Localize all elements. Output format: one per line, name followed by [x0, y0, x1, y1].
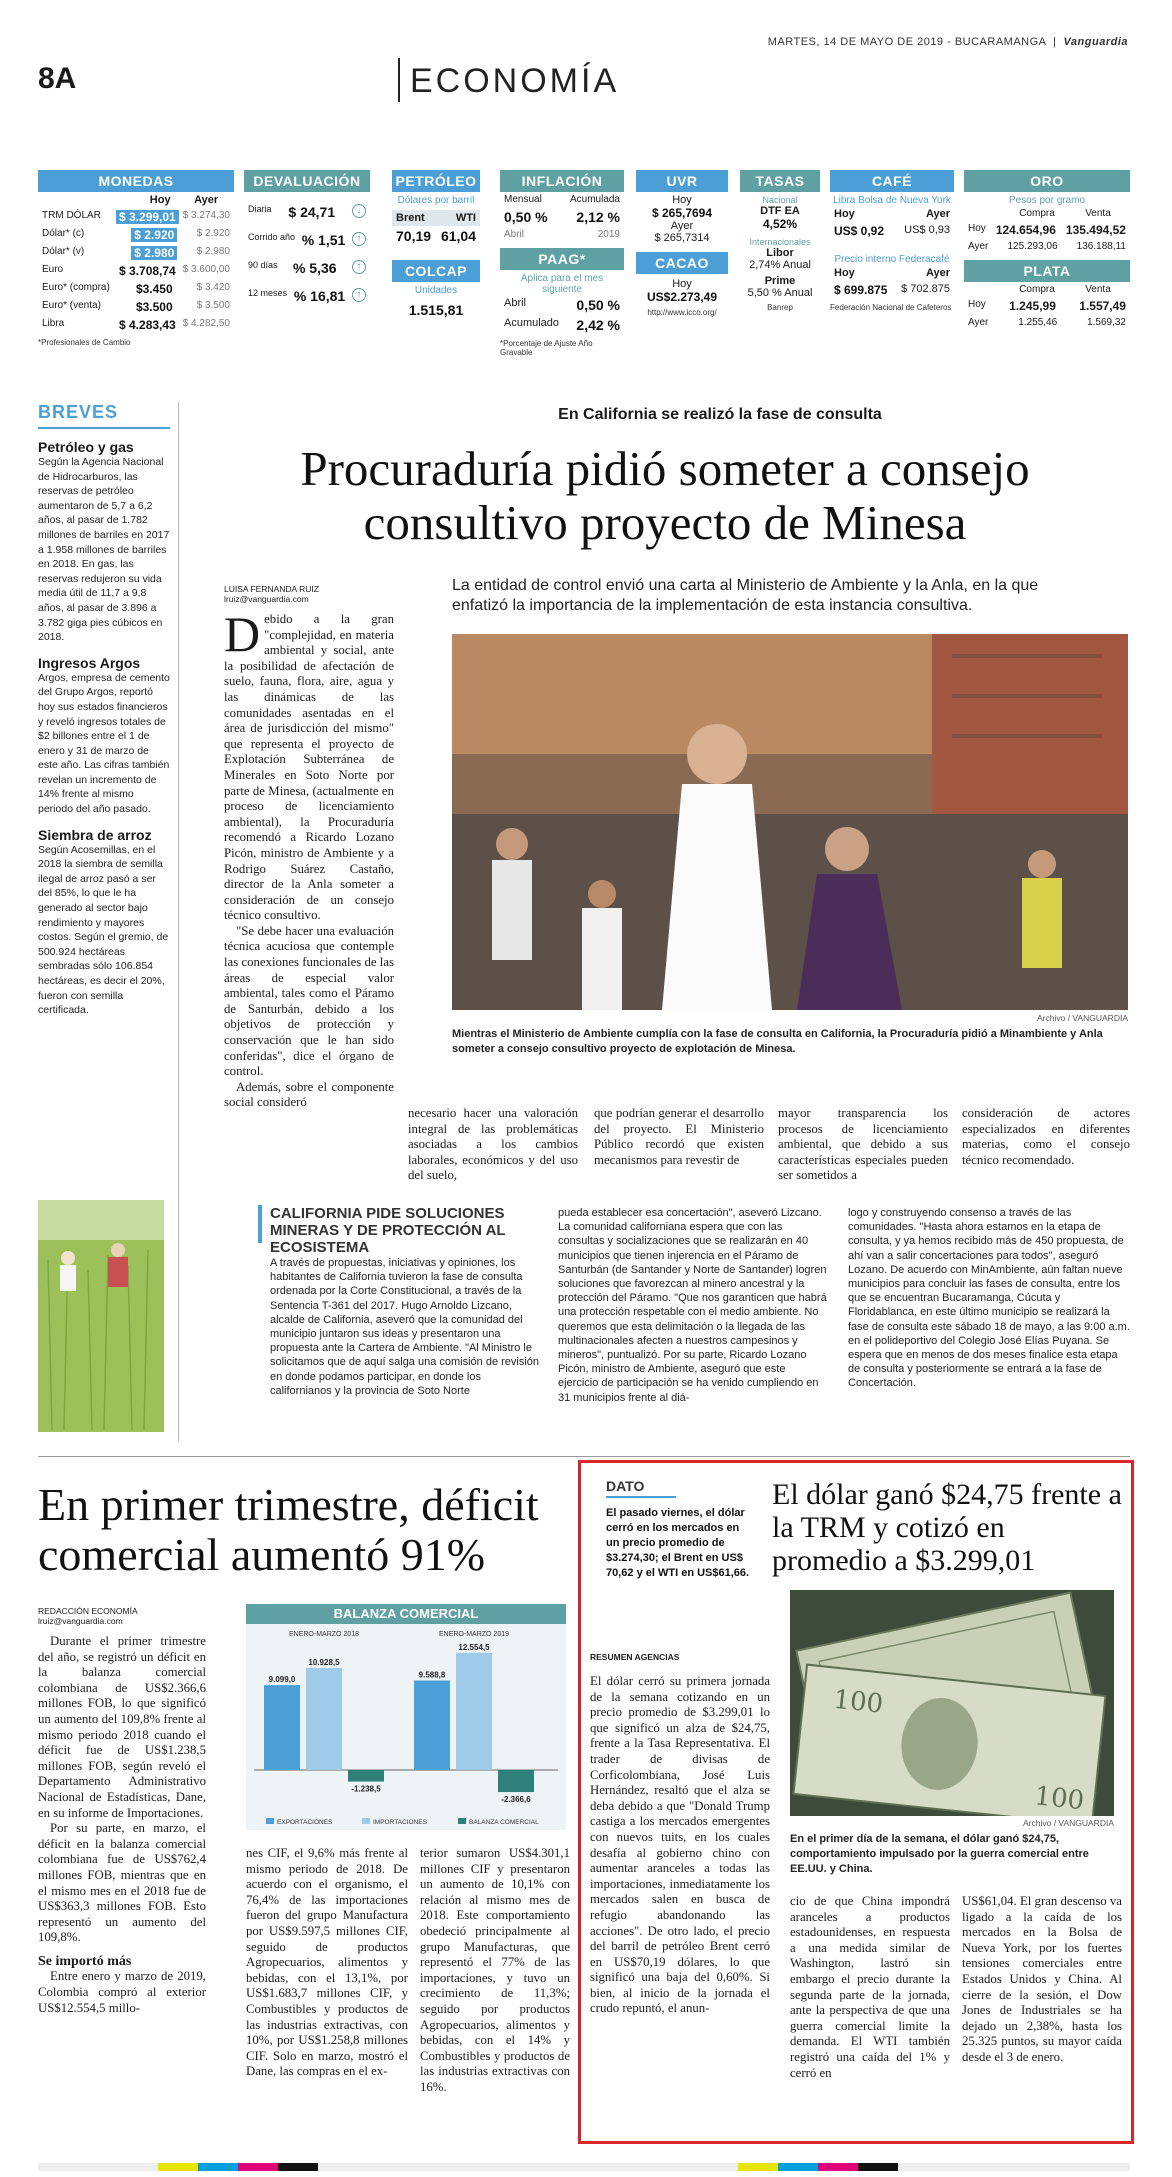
- svg-text:100: 100: [1033, 1781, 1086, 1816]
- wti-value: 61,04: [440, 228, 476, 244]
- cafe-hoy-label: Hoy: [834, 208, 855, 220]
- monedas-row-label: Dólar* (v): [42, 246, 85, 257]
- cafe-hoy: US$ 0,92: [834, 224, 885, 238]
- petroleo-title: PETRÓLEO: [392, 170, 480, 192]
- monedas-row-label: TRM DÓLAR: [42, 210, 101, 221]
- deficit-headline: En primer trimestre, déficit comercial aumentó 91%: [38, 1479, 539, 1580]
- wti-label: WTI: [455, 212, 476, 224]
- plata-hoy-label: Hoy: [968, 299, 986, 310]
- dolar-col-2: cio de que China impondrá aranceles a productos estadounidenses, en respuesta a una medida similar de Washington, lastró sin embargo el precio durante la segunda parte de la jornada, ante la perspectiva de que una guerra comercial limite la demanda. El WTI también registró una caída del 1% y cerró en: [790, 1894, 950, 2080]
- chart-group-label: ENERO-MARZO 2019: [438, 1631, 510, 1638]
- devaluacion-row: [244, 202, 370, 222]
- plata-ayer-label: Ayer: [968, 317, 989, 328]
- paag-abril: 0,50 %: [576, 297, 620, 313]
- print-registration-bar: [38, 2158, 1130, 2166]
- deficit-subhead: Se importó más: [38, 1953, 132, 1969]
- chart-data-label: -1.238,5: [351, 1784, 381, 1794]
- devaluacion-row: [244, 258, 370, 278]
- plata-ayer-venta: 1.569,32: [1087, 317, 1126, 328]
- oro-venta-label: Venta: [1085, 208, 1111, 219]
- uvr-hoy: $ 265,7694: [651, 206, 713, 220]
- chart-bar: [498, 1770, 534, 1792]
- cacao-title: CACAO: [636, 252, 728, 274]
- uvr-ayer-label: Ayer: [670, 220, 694, 232]
- market-tasas: [740, 170, 820, 355]
- oro-ayer-venta: 136.188,11: [1076, 241, 1126, 252]
- plata-hoy-venta: 1.557,49: [1079, 299, 1126, 313]
- market-oro: [964, 170, 1130, 355]
- section-divider: [398, 58, 400, 102]
- uvr-title: UVR: [636, 170, 728, 192]
- prime-value: 5,50 % Anual: [747, 287, 813, 299]
- dolar-byline: RESUMEN AGENCIAS: [590, 1652, 680, 1662]
- paag-sub: Aplica para el mes siguiente: [520, 273, 604, 295]
- monedas-row-hoy: $ 2.980: [131, 246, 177, 260]
- california-col-3: logo y construyendo consenso a través de las comunidades. "Hasta ahora estamos en la etapa de consulta, y ya hemos recibido más de 450 propuesta, de ahí van a salir concertaciones para todos", aseguró Lozano. De acuerdo con MinAmbiente, aún faltan nueve municipios para concluir las fases de consulta, entre los que se encuentran Bucaramanga, Cúcuta y Floridablanca, en este último municipio se realizará la fase de consulta este sábado 18 de mayo, a las 9:00 a.m. en el polideportivo del Colegio José Elías Puyana. Se espera que en menos de dos meses finalice esta etapa de consulta y posteriormente se entrará a la fase de Concertación.: [848, 1207, 1130, 1390]
- monedas-row-label: Dólar* (c): [42, 228, 85, 239]
- deficit-col-1-p1: Durante el primer trimestre del año, se registró un déficit en la balanza comercial colombiana de US$2.366,6 millones FOB, lo que significó un aumento del 109,8% frente al mismo periodo 2018 cuando el déficit fue de US$1.238,5 millones FOB, según reveló el Departamento Administrativo Nacional de Estadísticas, Dane, en su informe de Importaciones.: [38, 1634, 206, 1820]
- cafe-title: CAFÉ: [830, 170, 954, 192]
- monedas-row: [38, 280, 234, 298]
- cafe-sub: Libra Bolsa de Nueva York: [833, 195, 951, 206]
- monedas-ayer-header: Ayer: [194, 194, 219, 206]
- paag-acumulado-label: Acumulado: [504, 317, 560, 329]
- chart-data-label: -2.366,6: [501, 1795, 531, 1805]
- devaluacion-label: Diaria: [248, 204, 272, 214]
- main-byline: [224, 584, 319, 604]
- oro-hoy-compra: 124.654,96: [995, 223, 1056, 237]
- inflacion-acumulada: 2,12 %: [576, 209, 620, 225]
- monedas-row-ayer: $ 2.980: [196, 246, 230, 257]
- monedas-row-label: Euro: [42, 264, 64, 275]
- devaluacion-title: DEVALUACIÓN: [244, 170, 370, 192]
- monedas-row: [38, 208, 234, 226]
- devaluacion-value: % 1,51: [301, 232, 346, 248]
- oro-sub: Pesos por gramo: [1008, 195, 1086, 206]
- main-col-5: consideración de actores especializados en diferentes materias, como el consejo técnico recomendado.: [962, 1106, 1130, 1167]
- california-sidebar-head: CALIFORNIA PIDE SOLUCIONES MINERAS Y DE PROTECCIÓN AL ECOSISTEMA: [270, 1205, 506, 1256]
- paag-title: PAAG*: [500, 248, 624, 270]
- arrow-up-icon: ↑: [352, 232, 366, 246]
- prime-label: Prime: [764, 275, 796, 287]
- petroleo-sub: Dólares por barril: [397, 195, 475, 206]
- deficit-byline: [38, 1606, 138, 1626]
- oro-compra-label: Compra: [1019, 208, 1055, 219]
- cafe-ayer-label: Ayer: [925, 208, 950, 220]
- breves-column: [38, 402, 170, 1018]
- plata-ayer-compra: 1.255,46: [1018, 317, 1058, 328]
- byline-name: LUISA FERNANDA RUIZ: [224, 584, 319, 594]
- main-photo: [452, 634, 1128, 1010]
- devaluacion-value: % 5,36: [292, 260, 337, 276]
- market-monedas: [38, 170, 234, 355]
- section-title: ECONOMÍA: [410, 62, 620, 100]
- monedas-row: [38, 262, 234, 280]
- market-uvr: [636, 170, 728, 355]
- plata-hoy-compra: 1.245,99: [1009, 299, 1056, 313]
- arrow-down-icon: ↓: [352, 204, 366, 218]
- tasas-title: TASAS: [740, 170, 820, 192]
- chart-legend-swatch: [458, 1818, 466, 1824]
- dato-title: DATO: [606, 1478, 676, 1498]
- monedas-row-ayer: $ 4.282,50: [182, 318, 230, 329]
- monedas-row-ayer: $ 3.600,00: [182, 264, 230, 275]
- breve-2-text: Argos, empresa de cemento del Grupo Argos, reportó hoy sus estados financieros y reveló ingresos totales de $2 billones entre el 1 de enero y 31 de marzo de este año. Las cifras también revelan un incremento de 14% frente al mismo periodo del año pasado.: [38, 671, 170, 816]
- chart-bar: [306, 1668, 342, 1770]
- market-devaluacion: [244, 170, 370, 355]
- chart-legend-label: IMPORTACIONES: [373, 1819, 427, 1826]
- chart-title: BALANZA COMERCIAL: [246, 1604, 566, 1624]
- main-kicker: En California se realizó la fase de consulta: [558, 406, 882, 423]
- byline-email: lruiz@vanguardia.com: [224, 594, 309, 604]
- monedas-row-ayer: $ 3.420: [196, 282, 230, 293]
- dtf-label: DTF EA: [760, 205, 800, 217]
- monedas-row-hoy: $3.450: [135, 282, 173, 296]
- breve-3-head: Siembra de arroz: [38, 826, 152, 843]
- oro-title: ORO: [964, 170, 1130, 192]
- brand-logo: Vanguardia: [1063, 36, 1128, 48]
- oro-ayer-compra: 125.293,06: [1007, 241, 1058, 252]
- monedas-row: [38, 298, 234, 316]
- oro-hoy-venta: 135.494,52: [1065, 223, 1126, 237]
- tasas-nacional: Nacional: [762, 195, 798, 205]
- main-deck: La entidad de control envió una carta al Ministerio de Ambiente y la Anla, en la que enfatizó la importancia de la implementación de esta instancia consultiva.: [452, 577, 1039, 614]
- dolar-photo-credit: Archivo / VANGUARDIA: [1022, 1818, 1114, 1828]
- chart-bar: [348, 1770, 384, 1782]
- monedas-hoy-header: Hoy: [149, 194, 171, 206]
- cacao-hoy: US$2.273,49: [646, 290, 718, 304]
- breve-2-head: Ingresos Argos: [38, 654, 141, 671]
- monedas-row-label: Euro* (compra): [42, 282, 110, 293]
- deficit-col-2: nes CIF, el 9,6% más frente al mismo periodo de 2018. De acuerdo con el organismo, el 76,4% de las importaciones fueron del grupo Manufactura por US$9.597,5 millones CIF, seguido de productos Agropecuarios, alimentos y bebidas, con el 13,1%, por US$1.683,7 millones CIF, y Combustibles y productos de las industrias extractivas, con 10%, por US$1.258,8 millones CIF. Solo en marzo, mostró el Dane, las compras en el ex-: [246, 1846, 408, 2079]
- arrow-up-icon: ↑: [352, 260, 366, 274]
- uvr-hoy-label: Hoy: [672, 194, 692, 206]
- dollar-bills-photo: [790, 1590, 1114, 1816]
- deficit-col-3: terior sumaron US$4.301,1 millones CIF y presentaron un aumento de 10,1% con relación al mismo mes de 2018. Este comportamiento obedeció principalmente al grupo Manufacturas, que representó el 77% de las importaciones, y tuvo un crecimiento de 11,3%; seguido por productos Agropecuarios, alimentos y bebidas, con el 14% y Combustibles y productos de las industrias extractivas con 16%.: [420, 1846, 570, 2094]
- chart-data-label: 9.099,0: [268, 1675, 296, 1685]
- chart-legend-label: BALANZA COMERCIAL: [469, 1819, 539, 1826]
- monedas-row-label: Libra: [42, 318, 65, 329]
- devaluacion-label: Corrido año: [248, 232, 296, 242]
- devaluacion-row: [244, 286, 370, 306]
- deficit-col-1-p2: Por su parte, en marzo, el déficit en la balanza comercial colombiana fue de US$762,4 millones FOB, mientras que en el mismo mes en el 2018 fue de US$363,3 millones FOB. Esto representó un aumento del 109,8%.: [38, 1821, 206, 1945]
- monedas-row-hoy: $3.500: [135, 300, 173, 314]
- colcap-title: COLCAP: [392, 260, 480, 282]
- market-petroleo: [392, 170, 480, 355]
- column-divider: [178, 402, 179, 1442]
- main-photo-caption: Mientras el Ministerio de Ambiente cumplía con la fase de consulta en California, la Procuraduría pidió a Minambiente y Anla someter a consejo consultivo proyecto de explotación de Minesa.: [452, 1028, 1103, 1055]
- uvr-ayer: $ 265,7314: [654, 232, 710, 244]
- chart-bar: [414, 1681, 450, 1770]
- main-col-1-p3: Además, sobre el componente social consideró: [224, 1079, 394, 1110]
- dato-text: El pasado viernes, el dólar cerró en los mercados en un precio promedio de $3.274,30; el Brent en US$ 70,62 y el WTI en US$61,66.: [606, 1507, 750, 1579]
- main-col-1: [224, 606, 394, 1111]
- dtf-value: 4,52%: [762, 217, 798, 231]
- main-col-2: necesario hacer una valoración integral de las problemáticas asociadas a los cambios laborales, económicos y del uso del suelo,: [408, 1106, 578, 1183]
- section-divider-line: [38, 1456, 1130, 1457]
- oro-ayer-label: Ayer: [968, 241, 989, 252]
- balanza-chart: [246, 1604, 566, 1830]
- breve-1-text: Según la Agencia Nacional de Hidrocarburos, las reservas de petróleo aumentaron de 5,7 a 6,2 años, al pasar de 1.782 millones de barriles en 2017 a 1.958 millones de barriles en 2018. En gas, las reservas redujeron su vida media útil de 11,7 a 9,8 años, al pasar de 3.896 a 3.782 giga pies cúbicos en 2018.: [38, 456, 170, 644]
- monedas-row: [38, 226, 234, 244]
- cafe-ayer: US$ 0,93: [904, 224, 950, 236]
- monedas-row-hoy: $ 4.283,43: [119, 318, 176, 332]
- cafe-ayer2: $ 702.875: [901, 283, 950, 295]
- cafe-sub2: Precio interno Federacafé: [834, 254, 950, 265]
- cafe-hoy2: $ 699.875: [834, 283, 888, 297]
- plata-title: PLATA: [964, 260, 1130, 282]
- chart-legend-label: EXPORTACIONES: [277, 1819, 333, 1826]
- monedas-row: [38, 244, 234, 262]
- california-col-1: A través de propuestas, iniciativas y opiniones, los habitantes de California tuvieron la fase de consulta ordenada por la Corte Constitucional, a través de la Sentencia T-361 del 2017. Hugo Arnoldo Lizcano, alcalde de California, aseveró que la comunidad del municipio juntaron sus ideas y presentaron una propuesta ante la Cartera de Ambiente. "Al Ministro le solicitamos que de aquí salga una comisión de revisión en donde podamos participar, en donde los californianos y la provincia de Soto Norte: [270, 1257, 540, 1397]
- monedas-row-hoy: $ 3.708,74: [119, 264, 176, 278]
- monedas-row-label: Euro* (venta): [42, 300, 101, 311]
- breves-title: BREVES: [38, 402, 170, 429]
- main-headline: Procuraduría pidió someter a consejo consultivo proyecto de Minesa: [300, 441, 1030, 550]
- deficit-col-1-p3: Entre enero y marzo de 2019, Colombia compró al exterior US$12.554,5 millo-: [38, 1969, 206, 2015]
- chart-data-label: 12.554,5: [458, 1642, 490, 1652]
- devaluacion-label: 90 días: [248, 260, 278, 270]
- devaluacion-value: $ 24,71: [288, 204, 336, 220]
- rice-field-photo: [38, 1200, 164, 1432]
- plata-venta-label: Venta: [1085, 284, 1111, 295]
- inflacion-mensual-label: Mensual: [504, 194, 542, 205]
- main-col-3: que podrían generar el desarrollo del proyecto. El Ministerio Público recordó que existen mecanismos para revestir de: [594, 1106, 764, 1167]
- california-col-2: pueda establecer esa concertación", aseveró Lizcano. La comunidad californiana espera que con las consultas y socializaciones que se realizarán en 40 municipios que tienen injerencia en el Páramo de Santurbán (de Santander y Norte de Santander) logren soluciones que favorezcan al minero ancestral y la protección del Páramo. "Que nos garanticen que habrá una protección respetable con el medio ambiente. No queremos que esta delimitación o la llegada de las multinacionales afecten a nuestros campesinos y mineros", puntualizó. Por su parte, Ricardo Lozano Picón, ministro de Ambiente, aseguró que este ejercicio de participación se ha venido cumpliendo en 31 municipios frente al diá-: [558, 1207, 827, 1404]
- chart-legend-swatch: [266, 1818, 274, 1824]
- paag-acumulado: 2,42 %: [576, 317, 620, 333]
- monedas-row: [38, 316, 234, 334]
- sidebar-accent: [258, 1205, 262, 1243]
- arrow-up-icon: ↑: [352, 288, 366, 302]
- inflacion-title: INFLACIÓN: [500, 170, 624, 192]
- page-number: 8A: [38, 62, 77, 95]
- libor-label: Libor: [766, 247, 794, 259]
- svg-text:100: 100: [832, 1684, 885, 1720]
- devaluacion-label: 12 meses: [248, 288, 288, 298]
- market-cafe: [830, 170, 954, 355]
- monedas-row-hoy: $ 2.920: [131, 228, 177, 242]
- plata-compra-label: Compra: [1019, 284, 1055, 295]
- colcap-value: 1.515,81: [408, 302, 464, 318]
- chart-legend-swatch: [362, 1818, 370, 1824]
- monedas-row-hoy: $ 3.299,01: [116, 210, 179, 224]
- main-col-1-p2: "Se debe hacer una evaluación técnica acuciosa que contemple las conexiones funcionales de las áreas de especial valor ambiental, tales como el Páramo de Santurbán, debido a los objetivos de protección y conservación que le han sido conferidas", dice el órgano de control.: [224, 923, 394, 1079]
- main-col-4: mayor transparencia los procesos de licenciamiento ambiental, que debido a sus características especiales pueden ser sometidos a: [778, 1106, 948, 1183]
- chart-group-label: ENERO-MARZO 2018: [288, 1631, 360, 1638]
- tasas-note: Banrep: [767, 303, 793, 312]
- deficit-byline-email: lruiz@vanguardia.com: [38, 1616, 123, 1626]
- chart-data-label: 9.588,8: [418, 1670, 446, 1680]
- cafe-ayer2-label: Ayer: [925, 267, 950, 279]
- main-col-1-p1: ebido a la gran "complejidad, en materia ambiental y social, ante la posibilidad de afectación de suelo, fauna, flora, aire, agua y las dinámicas de las comunidades asentadas en el área de jurisdicción del mismo" que representa el proyecto de Explotación Subterránea de Minerales en Soto Norte por parte de Minesa, (actualmente en proceso de licenciamiento ambiental), la Procuraduría recomendó a Ricardo Lozano Picón, ministro de Ambiente y a Rodrigo Suárez Castaño, director de la Anla someter a consideración de un consejo técnico consultivo.: [224, 612, 394, 923]
- devaluacion-value: % 16,81: [293, 288, 346, 304]
- brent-label: Brent: [396, 212, 425, 224]
- inflacion-mensual: 0,50 %: [504, 209, 548, 225]
- inflacion-mes: Abril: [504, 229, 525, 240]
- dolar-headline: El dólar ganó $24,75 frente a la TRM y cotizó en promedio a $3.299,01: [772, 1478, 1122, 1577]
- dropcap: D: [224, 606, 261, 662]
- dolar-col-3: US$61,04. El gran descenso va ligado a la caída de los mercados en la Bolsa de Nueva York, por los fuertes tensiones comerciales entre Estados Unidos y China. Al cierre de la sesión, el Dow Jones de Industriales se ha dejado un 2,38%, hasta los 25.325 puntos, su mayor caída desde el 3 de enero.: [962, 1894, 1122, 2064]
- breve-1-head: Petróleo y gas: [38, 439, 134, 455]
- cacao-hoy-label: Hoy: [672, 278, 692, 290]
- deficit-col-1: [38, 1634, 206, 2016]
- devaluacion-row: [244, 230, 370, 250]
- deficit-byline-name: REDACCIÓN ECONOMÍA: [38, 1606, 138, 1616]
- tasas-internacionales: Internacionales: [749, 237, 811, 247]
- monedas-row-ayer: $ 2.920: [196, 228, 230, 239]
- dolar-col-1: El dólar cerró su primera jornada de la semana cotizando en un precio promedio de $3.299,01 lo que significó un alza de $24,75, frente a la Tasa Representativa. El trader de divisas de Corficolombiana, José Luis Hernández, resaltó que el alza se deba debido a que "Donald Trump castiga a los mercados emergentes con nuevos tuits, en los cuales desafía al gobierno chino con aumentar aranceles a todas las importaciones, inmediatamente los mercados salen en busca de refugio abandonando las acciones". De otro lado, el precio del barril de petróleo Brent cerró en US$70,19 dólares, lo que significó una baja del 0,60%. Si bien, al inicio de la jornada el crudo repuntó, el anun-: [590, 1674, 770, 2016]
- market-inflacion: [500, 170, 624, 355]
- chart-svg: [246, 1624, 566, 1830]
- cafe-hoy2-label: Hoy: [834, 267, 855, 279]
- cacao-note: http://www.icco.org/: [647, 308, 717, 317]
- paag-note: *Porcentaje de Ajuste Año Gravable: [500, 339, 593, 357]
- brent-value: 70,19: [396, 228, 432, 244]
- dolar-photo-caption: En el primer día de la semana, el dólar ganó $24,75, comportamiento impulsado por la guerra comercial entre EE.UU. y China.: [790, 1833, 1089, 1875]
- colcap-sub: Unidades: [414, 285, 458, 296]
- monedas-row-ayer: $ 3.500: [196, 300, 230, 311]
- breve-3-text: Según Acosemillas, en el 2018 la siembra de semilla ilegal de arroz pasó a ser del 85%, lo que le ha generado al sector bajo rendimiento y mayores costos. Según el gremio, de 500.924 hectáreas sembradas sólo 106.854 hectáreas, es decir el 20%, fueron con semilla certificada.: [38, 843, 169, 1017]
- chart-data-label: 10.928,5: [308, 1658, 340, 1668]
- paag-abril-label: Abril: [504, 297, 527, 309]
- inflacion-anio: 2019: [597, 229, 620, 240]
- oro-hoy-label: Hoy: [968, 223, 986, 234]
- monedas-row-ayer: $ 3.274,30: [182, 210, 230, 221]
- chart-bar: [456, 1653, 492, 1770]
- chart-bar: [264, 1685, 300, 1770]
- main-photo-credit: Archivo / VANGUARDIA: [1036, 1013, 1128, 1023]
- cafe-note: Federación Nacional de Cafeteros: [830, 303, 952, 312]
- inflacion-acumulada-label: Acumulada: [569, 194, 620, 205]
- libor-value: 2,74% Anual: [749, 259, 811, 271]
- dateline: MARTES, 14 DE MAYO DE 2019 - BUCARAMANGA | Vanguardia: [767, 36, 1128, 48]
- monedas-note: *Profesionales de Cambio: [38, 338, 131, 347]
- monedas-title: MONEDAS: [38, 170, 234, 192]
